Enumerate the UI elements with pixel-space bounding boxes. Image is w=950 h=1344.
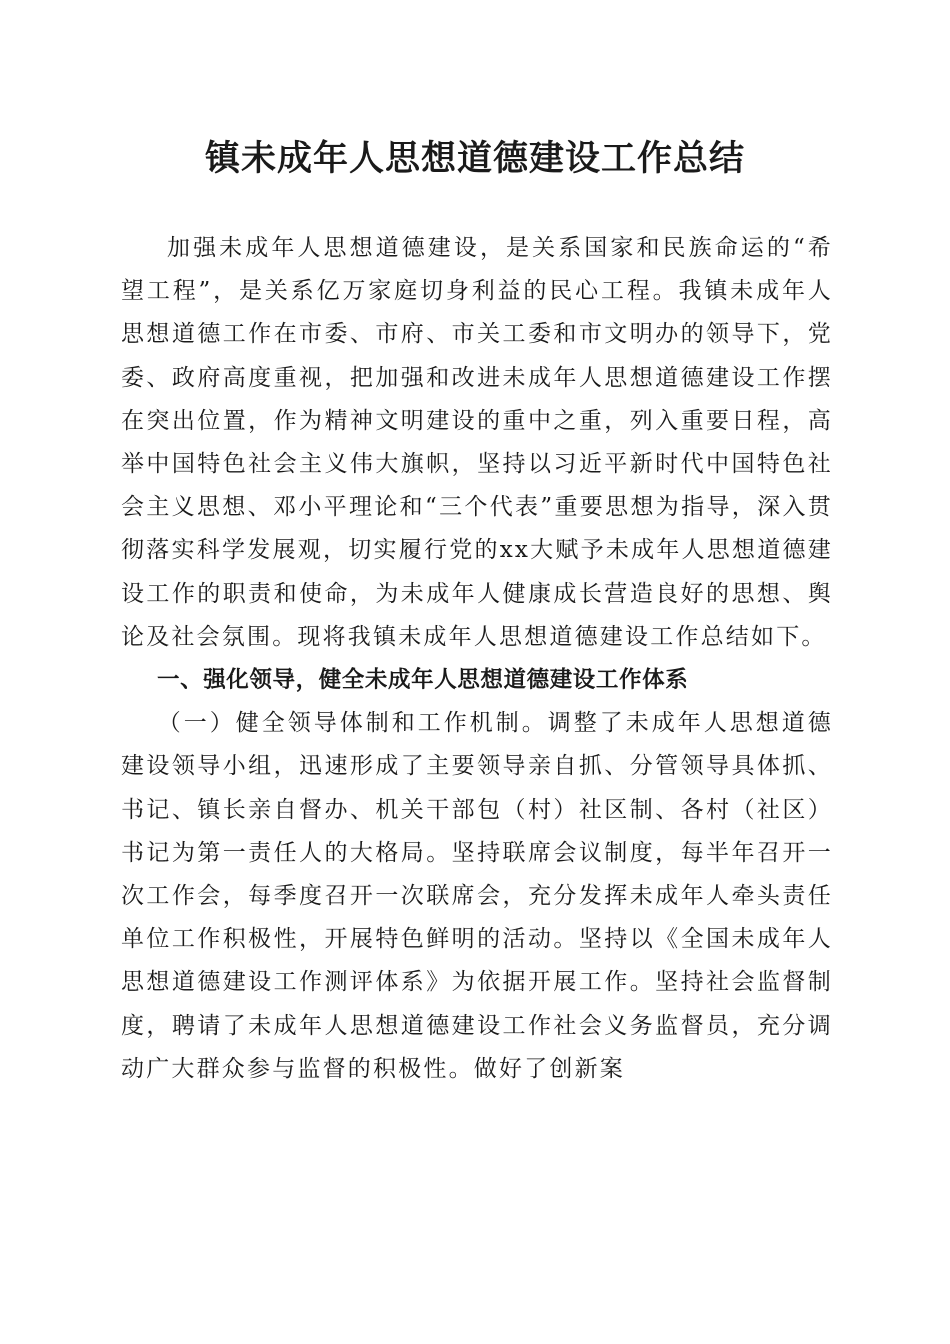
section-heading: 一、强化领导，健全未成年人思想道德建设工作体系 [157,667,689,694]
section-paragraph: （一）健全领导体制和工作机制。调整了未成年人思想道德建设领导小组，迅速形成了主要领导亲自抓、分管领导具体抓、书记、镇长亲自督办、机关干部包（村）社区制、各村（社区）书记为第一责任人的大格局。坚持联席会议制度，每半年召开一次工作会，每季度召开一次联席会，充分发挥未成年人牵头责任单位工作积极性，开展特色鲜明的活动。坚持以《全国未成年人思想道德建设工作测评体系》为依据开展工作。坚持社会监督制度，聘请了未成年人思想道德建设工作社会义务监督员，充分调动广大群众参与监督的积极性。做好了创新案 [121,710,833,1082]
document-title: 镇未成年人思想道德建设工作总结 [204,138,745,179]
document-body [121,227,833,1091]
intro-paragraph: 加强未成年人思想道德建设，是关系国家和民族命运的“希望工程”，是关系亿万家庭切身利益的民心工程。我镇未成年人思想道德工作在市委、市府、市关工委和市文明办的领导下，党委、政府高度重视，把加强和改进未成年人思想道德建设工作摆在突出位置，作为精神文明建设的重中之重，列入重要日程，高举中国特色社会主义伟大旗帜，坚持以习近平新时代中国特色社会主义思想、邓小平理论和“三个代表”重要思想为指导，深入贯彻落实科学发展观，切实履行党的xx大赋予未成年人思想道德建设工作的职责和使命，为未成年人健康成长营造良好的思想、舆论及社会氛围。现将我镇未成年人思想道德建设工作总结如下。 [121,235,833,650]
